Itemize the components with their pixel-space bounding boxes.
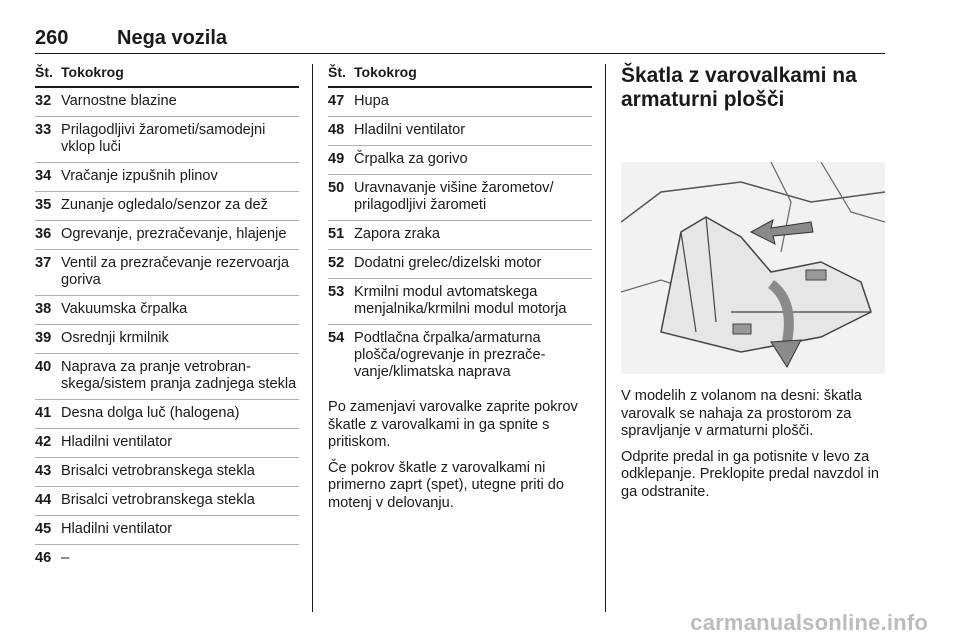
fuse-row	[35, 163, 299, 192]
fuse-row	[35, 250, 299, 296]
table-header	[328, 64, 592, 88]
fuse-row	[328, 117, 592, 146]
page-header	[35, 27, 885, 54]
fuse-circuit: Hladilni ventilator	[354, 122, 466, 138]
fuse-row	[35, 429, 299, 458]
fuse-circuit: Brisalci vetrobranskega stekla	[61, 492, 255, 508]
watermark: carmanualsonline.info	[690, 610, 928, 635]
fuse-number: 37	[35, 255, 52, 271]
fuse-circuit: Hladilni ventilator	[61, 521, 173, 537]
paragraph: V modelih z volanom na desni: škatla varovalk se nahaja za prostorom za spravljanje v armaturni plošči.	[621, 388, 862, 439]
column-divider	[312, 64, 313, 612]
fuse-number: 40	[35, 359, 52, 375]
fuse-circuit: Prilagodljivi žarometi/samodejni vklop luči	[61, 122, 266, 155]
fuse-row	[35, 545, 299, 573]
fuse-row	[328, 325, 592, 387]
fuse-circuit: Osrednji krmilnik	[61, 330, 169, 346]
fuse-number: 36	[35, 226, 52, 242]
fuse-number: 39	[35, 330, 52, 346]
fuse-circuit: Varnostne blazine	[61, 93, 177, 109]
fuse-circuit: Uravnavanje višine žarometov/ prilagodljivi žarometi	[354, 180, 554, 213]
fuse-row	[328, 221, 592, 250]
fuse-circuit: Ogrevanje, prezračevanje, hlajenje	[61, 226, 287, 242]
fuse-row	[35, 117, 299, 163]
page-number: 260	[35, 27, 69, 49]
page-title: Nega vozila	[117, 27, 228, 49]
fuse-number: 42	[35, 434, 52, 450]
fuse-circuit: Hupa	[354, 93, 389, 109]
fuse-number: 43	[35, 463, 52, 479]
fuse-circuit: Črpalka za gorivo	[354, 151, 468, 167]
fuse-circuit: Ventil za prezračevanje rezervoarja goriva	[61, 255, 289, 288]
fuse-row	[35, 487, 299, 516]
fuse-number: 48	[328, 122, 345, 138]
fuse-row	[35, 458, 299, 487]
fuse-number: 53	[328, 284, 345, 300]
paragraph: Odprite predal in ga potisnite v levo za odklepanje. Preklopite predal navzdol in ga odstranite.	[621, 448, 879, 500]
fuse-number: 54	[328, 330, 345, 346]
fuse-row	[328, 250, 592, 279]
paragraph: Če pokrov škatle z varovalkami ni primerno zaprt (spet), utegne priti do motenj v delovanju.	[328, 459, 565, 511]
fuse-circuit: Dodatni grelec/dizelski motor	[354, 255, 542, 271]
fuse-table-middle	[328, 64, 592, 520]
fuse-row	[328, 146, 592, 175]
fuse-number: 50	[328, 180, 345, 196]
fuse-circuit: –	[61, 550, 70, 566]
paragraph: Po zamenjavi varovalke zaprite pokrov škatle z varovalkami in ga spnite s pritiskom.	[328, 399, 578, 450]
fuse-row	[35, 325, 299, 354]
fuse-number: 35	[35, 197, 52, 213]
fuse-number: 51	[328, 226, 345, 242]
fuse-circuit: Zunanje ogledalo/senzor za dež	[61, 197, 268, 213]
fuse-number: 41	[35, 405, 52, 421]
fuse-row	[35, 192, 299, 221]
fuse-row	[35, 516, 299, 545]
fuse-circuit: Zapora zraka	[354, 226, 440, 242]
fuse-number: 47	[328, 93, 345, 109]
fuse-number: 49	[328, 151, 345, 167]
fusebox-illustration	[621, 162, 885, 374]
section-title: Škatla z varovalkami na armaturni plošči	[621, 64, 857, 111]
fuse-number: 32	[35, 93, 52, 109]
fuse-circuit: Vakuumska črpalka	[61, 301, 188, 317]
fuse-circuit: Brisalci vetrobranskega stekla	[61, 463, 255, 479]
fuse-row	[35, 354, 299, 400]
fuse-table-left	[35, 64, 299, 573]
table-header-number: Št.	[35, 64, 53, 80]
fuse-number: 45	[35, 521, 52, 537]
table-header	[35, 64, 299, 88]
fuse-circuit: Vračanje izpušnih plinov	[61, 168, 218, 184]
fuse-number: 44	[35, 492, 52, 508]
column-divider	[605, 64, 606, 612]
fuse-circuit: Hladilni ventilator	[61, 434, 173, 450]
fuse-number: 34	[35, 168, 52, 184]
fuse-row	[35, 88, 299, 117]
fuse-circuit: Desna dolga luč (halogena)	[61, 405, 240, 421]
fuse-row	[328, 279, 592, 325]
fuse-circuit: Naprava za pranje vetrobranskega/sistem pranja zadnjega stekla	[61, 359, 297, 392]
fuse-number: 38	[35, 301, 52, 317]
fuse-row	[35, 296, 299, 325]
table-header-circuit: Tokokrog	[61, 64, 124, 80]
fuse-row	[328, 88, 592, 117]
fusebox-section	[621, 64, 887, 509]
fuse-row	[35, 400, 299, 429]
table-header-circuit: Tokokrog	[354, 64, 417, 80]
fuse-circuit: Podtlačna črpalka/armaturna plošča/ogrevanje in prezračevanje/klimatska naprava	[354, 330, 546, 380]
instructions	[328, 399, 592, 512]
fuse-number: 33	[35, 122, 52, 138]
fuse-circuit: Krmilni modul avtomatskega menjalnika/krmilni modul motorja	[354, 284, 567, 317]
fuse-row	[35, 221, 299, 250]
fuse-number: 46	[35, 550, 52, 566]
fuse-row	[328, 175, 592, 221]
fuse-number: 52	[328, 255, 345, 271]
table-header-number: Št.	[328, 64, 346, 80]
